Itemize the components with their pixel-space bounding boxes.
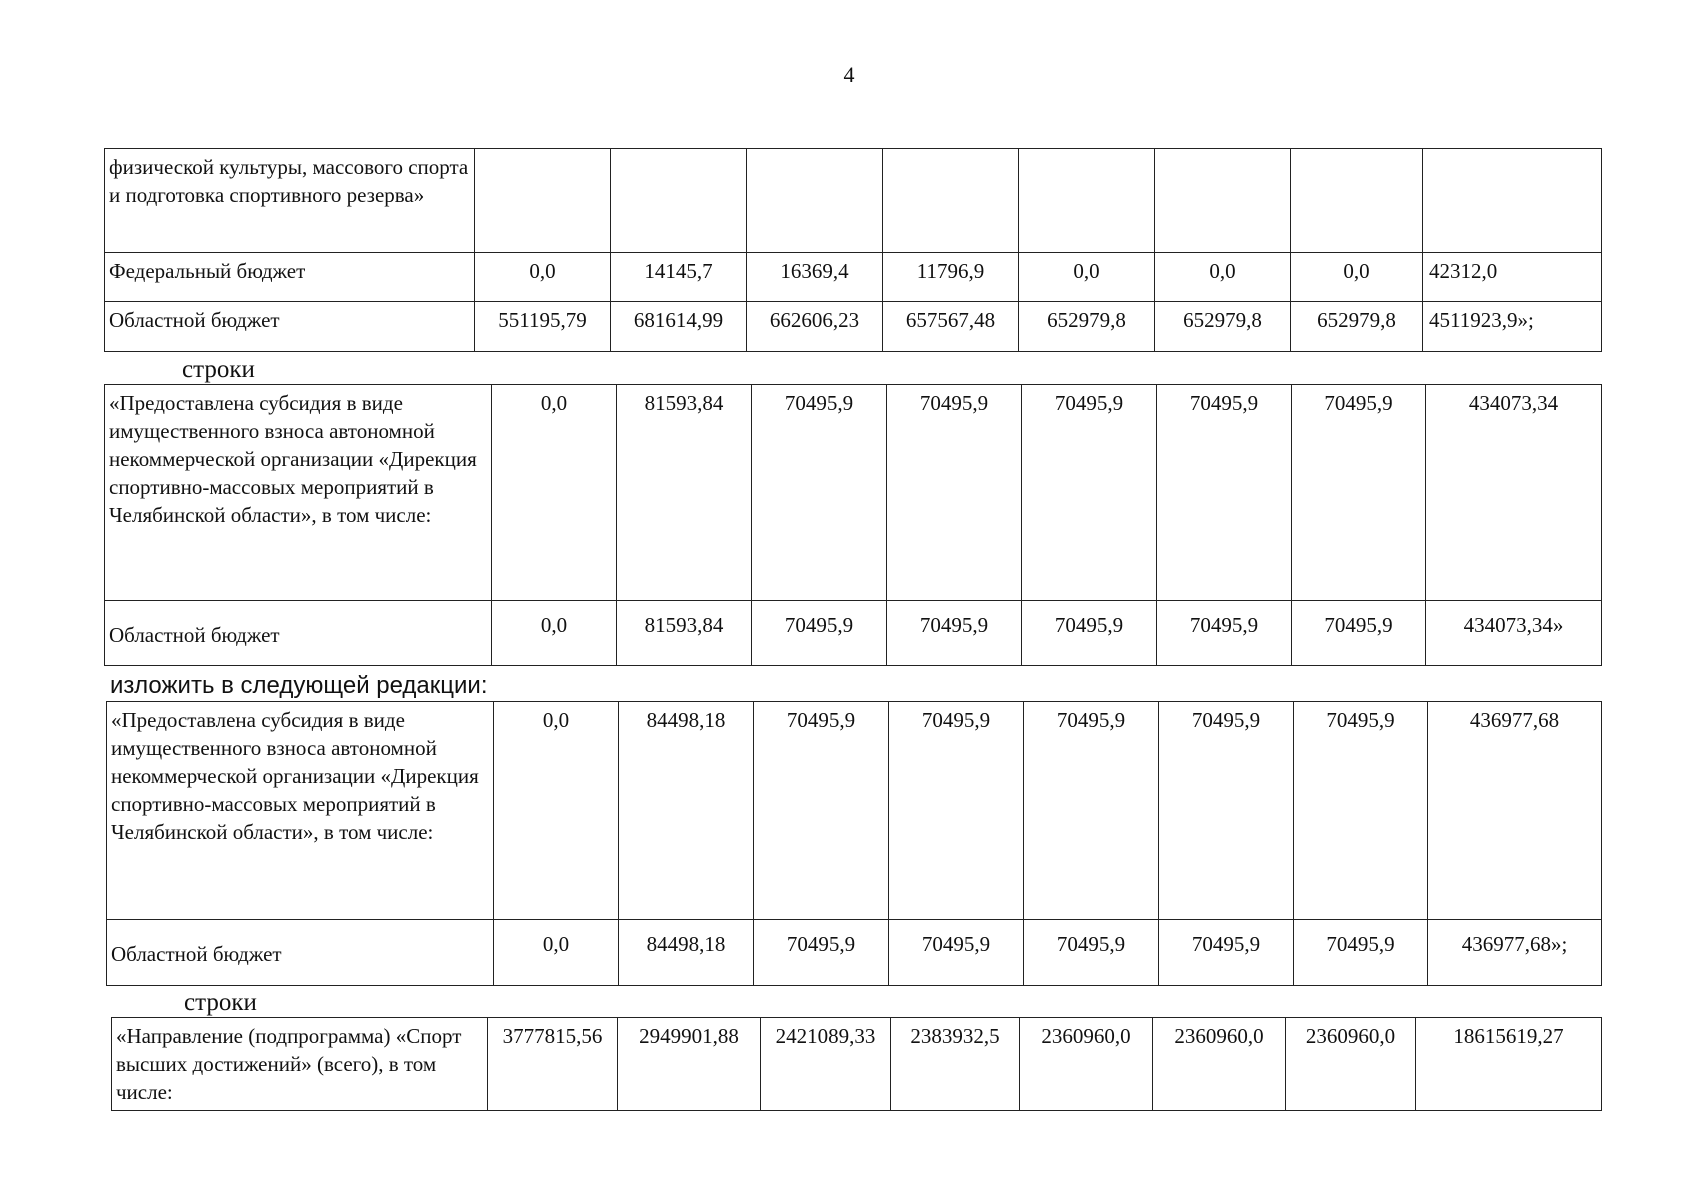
row-label: Областной бюджет — [105, 302, 475, 352]
value-cell: 0,0 — [1019, 253, 1155, 302]
value-cell: 551195,79 — [475, 302, 611, 352]
value-cell: 652979,8 — [1019, 302, 1155, 352]
row-label: «Направление (подпрограмма) «Спорт высших достижений» (всего), в том числе: — [112, 1018, 488, 1111]
value-cell: 70495,9 — [1159, 702, 1294, 920]
row-label: «Предоставлена субсидия в виде имущественного взноса автономной некоммерческой организации «Дирекция спортивно-массовых мероприятий в Челябинской области», в том числе: — [105, 385, 492, 601]
value-cell: 3777815,56 — [488, 1018, 618, 1111]
value-cell: 657567,48 — [883, 302, 1019, 352]
total-cell: 436977,68»; — [1428, 920, 1602, 986]
value-cell: 70495,9 — [1022, 601, 1157, 666]
value-cell: 0,0 — [1291, 253, 1423, 302]
value-cell: 2421089,33 — [761, 1018, 891, 1111]
value-cell: 652979,8 — [1291, 302, 1423, 352]
row-label: «Предоставлена субсидия в виде имущественного взноса автономной некоммерческой организации «Дирекция спортивно-массовых мероприятий в Челябинской области», в том числе: — [107, 702, 494, 920]
total-cell: 18615619,27 — [1416, 1018, 1602, 1111]
value-cell: 0,0 — [494, 920, 619, 986]
total-cell: 436977,68 — [1428, 702, 1602, 920]
section-label-stroki: строки — [184, 989, 257, 1016]
value-cell: 0,0 — [494, 702, 619, 920]
table-row — [107, 920, 1602, 986]
budget-table-4 — [111, 1017, 1602, 1111]
value-cell: 11796,9 — [883, 253, 1019, 302]
value-cell: 2949901,88 — [618, 1018, 761, 1111]
value-cell: 652979,8 — [1155, 302, 1291, 352]
table-row — [107, 702, 1602, 920]
value-cell: 70495,9 — [887, 601, 1022, 666]
total-cell: 4511923,9»; — [1423, 302, 1602, 352]
value-cell — [883, 149, 1019, 253]
total-cell: 434073,34» — [1426, 601, 1602, 666]
value-cell: 2360960,0 — [1286, 1018, 1416, 1111]
value-cell: 84498,18 — [619, 702, 754, 920]
value-cell: 81593,84 — [617, 601, 752, 666]
table-row — [105, 253, 1602, 302]
value-cell: 16369,4 — [747, 253, 883, 302]
value-cell: 70495,9 — [889, 702, 1024, 920]
value-cell — [1155, 149, 1291, 253]
value-cell: 84498,18 — [619, 920, 754, 986]
value-cell: 70495,9 — [752, 601, 887, 666]
value-cell: 0,0 — [492, 601, 617, 666]
budget-table-3 — [106, 701, 1602, 986]
value-cell: 662606,23 — [747, 302, 883, 352]
value-cell: 70495,9 — [1292, 385, 1426, 601]
value-cell: 0,0 — [492, 385, 617, 601]
value-cell — [611, 149, 747, 253]
table-row — [105, 149, 1602, 253]
value-cell: 70495,9 — [754, 702, 889, 920]
value-cell: 2383932,5 — [891, 1018, 1020, 1111]
budget-table-2 — [104, 384, 1602, 666]
value-cell: 70495,9 — [887, 385, 1022, 601]
value-cell: 70495,9 — [1024, 702, 1159, 920]
row-label: Областной бюджет — [107, 920, 494, 986]
value-cell: 681614,99 — [611, 302, 747, 352]
section-label-stroki: строки — [182, 356, 255, 383]
row-label: Федеральный бюджет — [105, 253, 475, 302]
value-cell: 0,0 — [1155, 253, 1291, 302]
value-cell: 70495,9 — [754, 920, 889, 986]
total-cell: 42312,0 — [1423, 253, 1602, 302]
value-cell: 70495,9 — [889, 920, 1024, 986]
total-cell: 434073,34 — [1426, 385, 1602, 601]
value-cell — [475, 149, 611, 253]
row-label: Областной бюджет — [105, 601, 492, 666]
value-cell: 70495,9 — [1157, 601, 1292, 666]
value-cell — [1019, 149, 1155, 253]
table-row — [105, 302, 1602, 352]
value-cell — [1291, 149, 1423, 253]
value-cell: 0,0 — [475, 253, 611, 302]
value-cell: 70495,9 — [752, 385, 887, 601]
value-cell — [747, 149, 883, 253]
value-cell: 70495,9 — [1294, 702, 1428, 920]
table-row — [105, 601, 1602, 666]
value-cell: 70495,9 — [1292, 601, 1426, 666]
value-cell: 14145,7 — [611, 253, 747, 302]
value-cell: 70495,9 — [1294, 920, 1428, 986]
value-cell: 70495,9 — [1022, 385, 1157, 601]
value-cell: 70495,9 — [1157, 385, 1292, 601]
table-row — [105, 385, 1602, 601]
page-number: 4 — [843, 62, 855, 87]
value-cell: 70495,9 — [1159, 920, 1294, 986]
value-cell: 2360960,0 — [1020, 1018, 1153, 1111]
value-cell: 2360960,0 — [1153, 1018, 1286, 1111]
value-cell: 81593,84 — [617, 385, 752, 601]
section-label-izlozhit: изложить в следующей редакции: — [110, 672, 488, 699]
row-label: физической культуры, массового спорта и подготовка спортивного резерва» — [105, 149, 475, 253]
table-row — [112, 1018, 1602, 1111]
budget-table-1 — [104, 148, 1602, 352]
total-cell — [1423, 149, 1602, 253]
value-cell: 70495,9 — [1024, 920, 1159, 986]
